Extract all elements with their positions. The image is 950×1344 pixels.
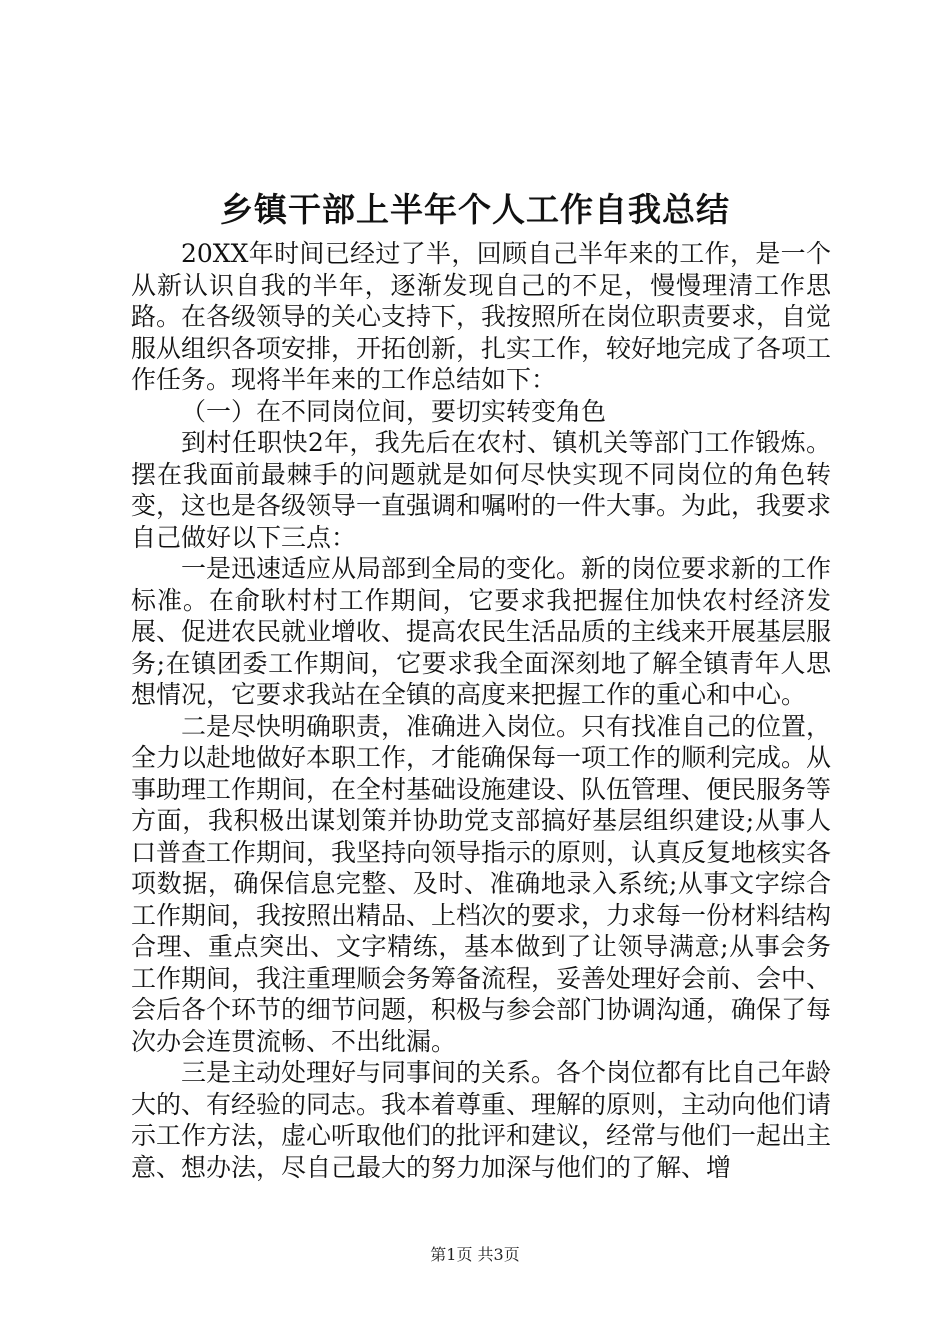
paragraph-role-change: 到村任职快2年，我先后在农村、镇机关等部门工作锻炼。摆在我面前最棘手的问题就是如何尽快实现不同岗位的角色转变，这也是各级领导一直强调和嘱咐的一件大事。为此，我要求自己做好以下三点： (131, 428, 832, 552)
document-title: 乡镇干部上半年个人工作自我总结 (220, 190, 730, 229)
paragraph-section-heading: （一）在不同岗位间，要切实转变角色 (181, 396, 607, 426)
paragraph-point-one: 一是迅速适应从局部到全局的变化。新的岗位要求新的工作标准。在俞耿村村工作期间，它要求我把握住加快农村经济发展、促进农民就业增收、提高农民生活品质的主线来开展基层服务;在镇团委工作期间，它要求我全面深刻地了解全镇青年人思想情况，它要求我站在全镇的高度来把握工作的重心和中心。 (131, 554, 832, 709)
page-number-footer: 第1页 共3页 (430, 1245, 520, 1264)
document-body (131, 238, 831, 1183)
paragraph-point-three: 三是主动处理好与同事间的关系。各个岗位都有比自己年龄大的、有经验的同志。我本着尊重、理解的原则，主动向他们请示工作方法，虚心听取他们的批评和建议，经常与他们一起出主意、想办法，尽自己最大的努力加深与他们的了解、增 (131, 1058, 832, 1182)
paragraph-point-two: 二是尽快明确职责，准确进入岗位。只有找准自己的位置，全力以赴地做好本职工作，才能确保每一项工作的顺利完成。从事助理工作期间，在全村基础设施建设、队伍管理、便民服务等方面，我积极出谋划策并协助党支部搞好基层组织建设;从事人口普查工作期间，我坚持向领导指示的原则，认真反复地核实各项数据，确保信息完整、及时、准确地录入系统;从事文字综合工作期间，我按照出精品、上档次的要求，力求每一份材料结构合理、重点突出、文字精练，基本做到了让领导满意;从事会务工作期间，我注重理顺会务筹备流程，妥善处理好会前、会中、会后各个环节的细节问题，积极与参会部门协调沟通，确保了每次办会连贯流畅、不出纰漏。 (131, 711, 832, 1056)
paragraph-intro: 20XX年时间已经过了半，回顾自己半年来的工作，是一个从新认识自我的半年，逐渐发现自己的不足，慢慢理清工作思路。在各级领导的关心支持下，我按照所在岗位职责要求，自觉服从组织各项安排，开拓创新，扎实工作，较好地完成了各项工作任务。现将半年来的工作总结如下： (131, 239, 832, 394)
